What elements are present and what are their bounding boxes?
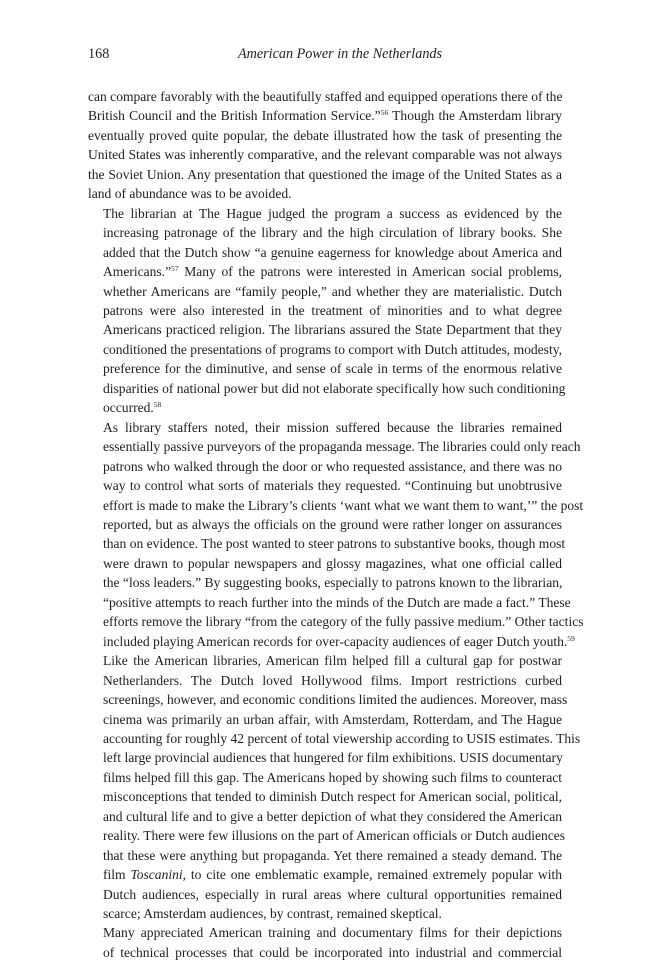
text-line: than on evidence. The post wanted to steer patrons to substantive books, though most [103, 536, 566, 552]
text-line: scarce; Amsterdam audiences, by contrast, remained skeptical. [103, 906, 442, 922]
paragraph [88, 204, 566, 418]
text-line: preference for the diminutive, and sense of scale in terms of the enormous relative [103, 361, 562, 377]
text-line: patrons who walked through the door or who requested assistance, and there was no [103, 458, 562, 474]
text-line: were drawn to popular newspapers and glossy magazines, what one official called [103, 555, 562, 571]
text-line: Many appreciated American training and documentary films for their depictions [103, 925, 562, 941]
text-line: reality. There were few illusions on the part of American officials or Dutch audiences [103, 828, 566, 844]
paragraph [88, 87, 562, 204]
text-line: misconceptions that tended to diminish Dutch respect for American social, political, [103, 789, 562, 805]
note-reference: 57 [171, 264, 179, 274]
text-line: and cultural life and to give a better depiction of what they considered the American [103, 808, 562, 824]
text-line: way to control what sorts of materials they requested. “Continuing but unobtrusive [103, 478, 562, 494]
text-line: essentially passive purveyors of the propaganda message. The libraries could only reach [103, 439, 581, 455]
text-line: occurred.$^{58}$ [103, 400, 162, 416]
text-line: cinema was primarily an urban affair, with Amsterdam, Rotterdam, and The Hague [103, 711, 562, 727]
text-line: As library staffers noted, their mission suffered because the libraries remained [103, 419, 562, 435]
text-line: The librarian at The Hague judged the program a success as evidenced by the [103, 205, 562, 221]
text-line: conditioned the presentations of programs to comport with Dutch attitudes, modesty, [103, 341, 562, 357]
text-line: can compare favorably with the beautifully staffed and equipped operations there of the [88, 89, 563, 104]
text-line: that these were anything but propaganda. Yet there remained a steady demand. The [103, 847, 562, 863]
text-line: film Toscanini, to cite one emblematic example, remained extremely popular with [103, 867, 562, 883]
body-text [88, 87, 584, 962]
text-line: of technical processes that could be incorporated into industrial and commercial [103, 944, 562, 960]
text-line: Americans.”$^{57}$ Many of the patrons were interested in American social problems, [103, 264, 562, 280]
paragraph [88, 923, 562, 962]
text-line: efforts remove the library “from the category of the fully passive medium.” Other tactics [103, 614, 584, 630]
paragraph [88, 418, 584, 651]
text-line: films helped fill this gap. The Americans hoped by showing such films to counteract [103, 769, 562, 785]
text-line: “positive attempts to reach further into the minds of the Dutch are made a fact.” These [103, 594, 571, 610]
note-reference: 56 [380, 108, 389, 118]
text-line: land of abundance was to be avoided. [88, 186, 292, 202]
text-line: Like the American libraries, American film helped fill a cultural gap for postwar [103, 653, 562, 669]
text-line: accounting for roughly 42 percent of total viewership according to USIS estimates. This [103, 730, 581, 746]
text-line: the Soviet Union. Any presentation that questioned the image of the United States as a [88, 166, 562, 182]
text-line: British Council and the British Information Service.”$^{56}$ Though the Amsterdam library [88, 108, 562, 124]
text-line: increasing patronage of the library and the high circulation of library books. She [103, 225, 562, 241]
text-line: effort is made to make the Library’s clients ‘want what we want them to want,’” the post [103, 497, 584, 513]
text-line: disparities of national power but did not elaborate specifically how such conditioning [103, 380, 566, 396]
text-line: patrons were also interested in the treatment of minorities and to what degree [103, 302, 562, 318]
running-head [88, 44, 562, 64]
text-line: Netherlanders. The Dutch loved Hollywood films. Import restrictions curbed [103, 672, 562, 688]
italic-title: Toscanini [130, 867, 183, 883]
text-line: Americans practiced religion. The librarians assured the State Department that they [103, 322, 562, 338]
text-line: eventually proved quite popular, the debate illustrated how the task of presenting the [88, 127, 562, 143]
text-line: left large provincial audiences that hungered for film exhibitions. USIS documentary [103, 750, 563, 766]
text-line: the “loss leaders.” By suggesting books, especially to patrons known to the librarian, [103, 575, 563, 591]
running-title: American Power in the Netherlands [237, 46, 443, 62]
page-number: 168 [88, 46, 110, 62]
note-reference: 59 [567, 633, 575, 643]
text-line: Dutch audiences, especially in rural areas where cultural opportunities remained [103, 886, 562, 902]
note-reference: 58 [153, 400, 162, 410]
text-line: included playing American records for over-capacity audiences of eager Dutch youth.$^{59}$ [103, 633, 575, 649]
text-line: added that the Dutch show “a genuine eagerness for knowledge about America and [103, 244, 562, 260]
text-line: reported, but as always the officials on the ground were rather longer on assurances [103, 516, 562, 532]
paragraph [88, 651, 581, 923]
text-line: United States was inherently comparative, and the relevant comparable was not always [88, 147, 562, 163]
text-line: whether Americans are “family people,” and whether they are materialistic. Dutch [103, 283, 562, 299]
text-line: screenings, however, and economic conditions limited the audiences. Moreover, mass [103, 692, 568, 708]
